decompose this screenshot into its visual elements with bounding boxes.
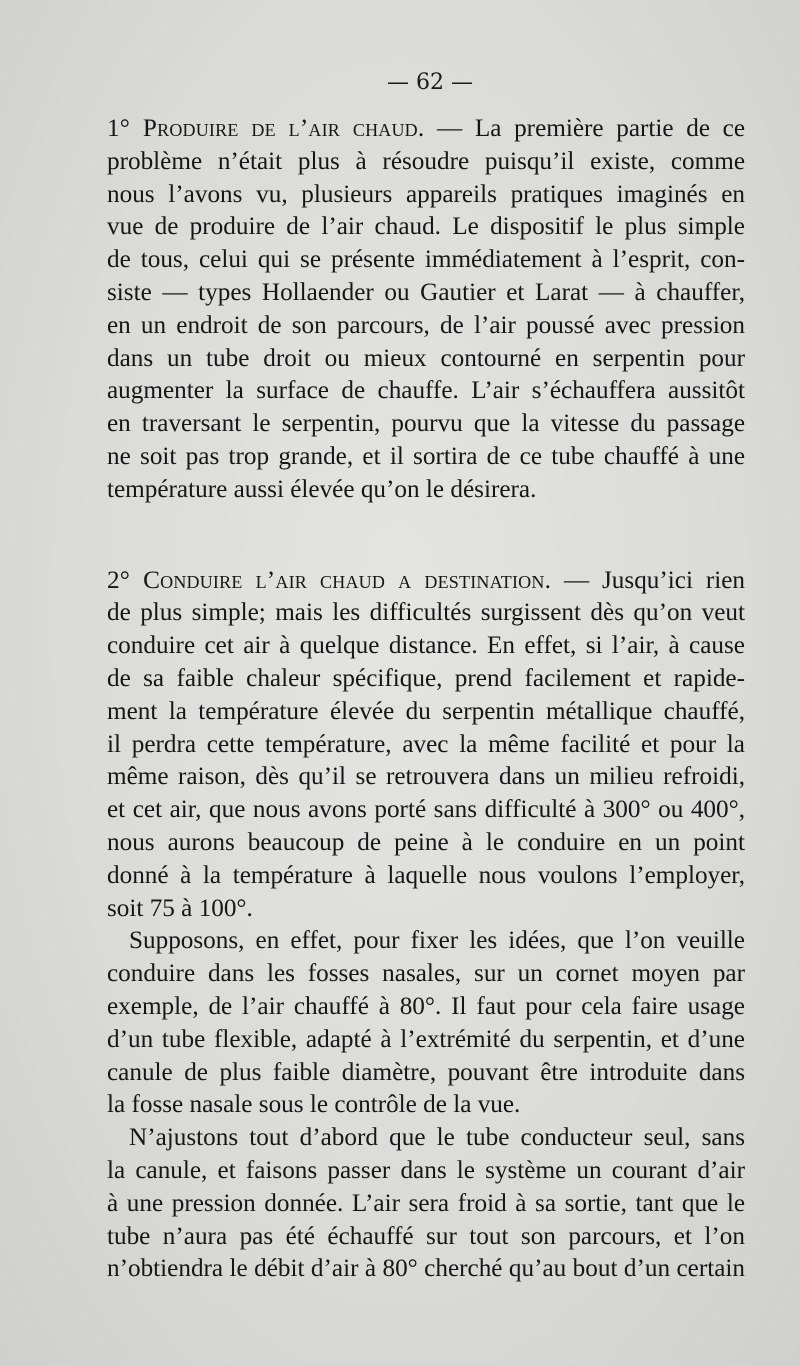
text-line: siste — types Hollaender ou Gautier et Larat — à chauffer, (107, 278, 745, 306)
text-line: dans un tube droit ou mieux contourné en serpentin pour (107, 344, 745, 372)
text-line: — Jusqu’ici rien (551, 566, 745, 594)
text-line: ment la température élevée du serpentin métallique chauffé, (107, 697, 745, 725)
section-gap (107, 507, 745, 540)
text-line: exemple, de l’air chauffé à 80°. Il faut pour cela faire usage (107, 992, 745, 1020)
text-line: la fosse nasale sous le contrôle de la vue. (107, 1091, 521, 1119)
section-1 (107, 113, 745, 507)
text-line: donné à la température à laquelle nous voulons l’employer, (107, 861, 745, 889)
text-line: canule de plus faible diamètre, pouvant être introduite dans (107, 1058, 745, 1086)
text-line: d’un tube flexible, adapté à l’extrémité du serpentin, et d’une (107, 1025, 745, 1053)
section-1-heading: 1° Produire de l’air chaud. (107, 115, 425, 142)
text-line: de tous, celui qui se présente immédiatement à l’esprit, con- (107, 246, 745, 274)
text-line: n’obtiendra le débit d’air à 80° cherché qu’au bout d’un certain (107, 1255, 745, 1283)
text-line: il perdra cette température, avec la même facilité et pour la (107, 730, 745, 758)
text-line: nous l’avons vu, plusieurs appareils pratiques imaginés en (107, 180, 745, 208)
text-line: problème n’était plus à résoudre puisqu’il existe, comme (107, 147, 745, 175)
text-line: nous aurons beaucoup de peine à le conduire en un point (107, 828, 745, 856)
text-line: augmenter la surface de chauffe. L’air s’échauffera aussitôt (107, 377, 745, 405)
text-line: N’ajustons tout d’abord que le tube conducteur seul, sans (129, 1124, 745, 1152)
page-number: — 62 — (387, 70, 473, 95)
text-line: Supposons, en effet, pour fixer les idées, que l’on veuille (129, 927, 745, 955)
text-line: tube n’aura pas été échauffé sur tout son parcours, et l’on (107, 1222, 745, 1250)
text-line: conduire cet air à quelque distance. En effet, si l’air, à cause (107, 632, 745, 660)
text-line: même raison, dès qu’il se retrouvera dans un milieu refroidi, (107, 763, 745, 791)
text-line: vue de produire de l’air chaud. Le dispositif le plus simple (107, 213, 745, 241)
text-line: température aussi élevée qu’on le désirera. (107, 475, 537, 503)
text-line: en un endroit de son parcours, de l’air poussé avec pression (107, 311, 745, 339)
text-line: — La première partie de ce (424, 115, 746, 142)
paragraph-4 (107, 1122, 745, 1286)
text-line: de sa faible chaleur spécifique, prend facilement et rapide- (107, 664, 745, 692)
text-line: de plus simple; mais les difficultés surgissent dès qu’on veut (107, 599, 745, 627)
text-line: conduire dans les fosses nasales, sur un cornet moyen par (107, 960, 745, 988)
text-line: à une pression donnée. L’air sera froid à sa sortie, tant que le (107, 1189, 745, 1217)
text-line: la canule, et faisons passer dans le système un courant d’air (107, 1156, 745, 1184)
paragraph-3 (107, 925, 745, 1122)
section-2-first-line (107, 565, 745, 598)
section-2 (107, 565, 745, 926)
text-line: et cet air, que nous avons porté sans difficulté à 300° ou 400°, (107, 796, 745, 824)
section-1-first-line (107, 113, 745, 146)
text-line: en traversant le serpentin, pourvu que la vitesse du passage (107, 410, 745, 438)
text-line: soit 75 à 100°. (107, 894, 253, 922)
section-2-heading: 2° Conduire l’air chaud a destination. (107, 566, 552, 594)
page-body (107, 113, 745, 1286)
section-gap (107, 540, 745, 565)
text-line: ne soit pas trop grande, et il sortira de ce tube chauffé à une (107, 442, 745, 470)
